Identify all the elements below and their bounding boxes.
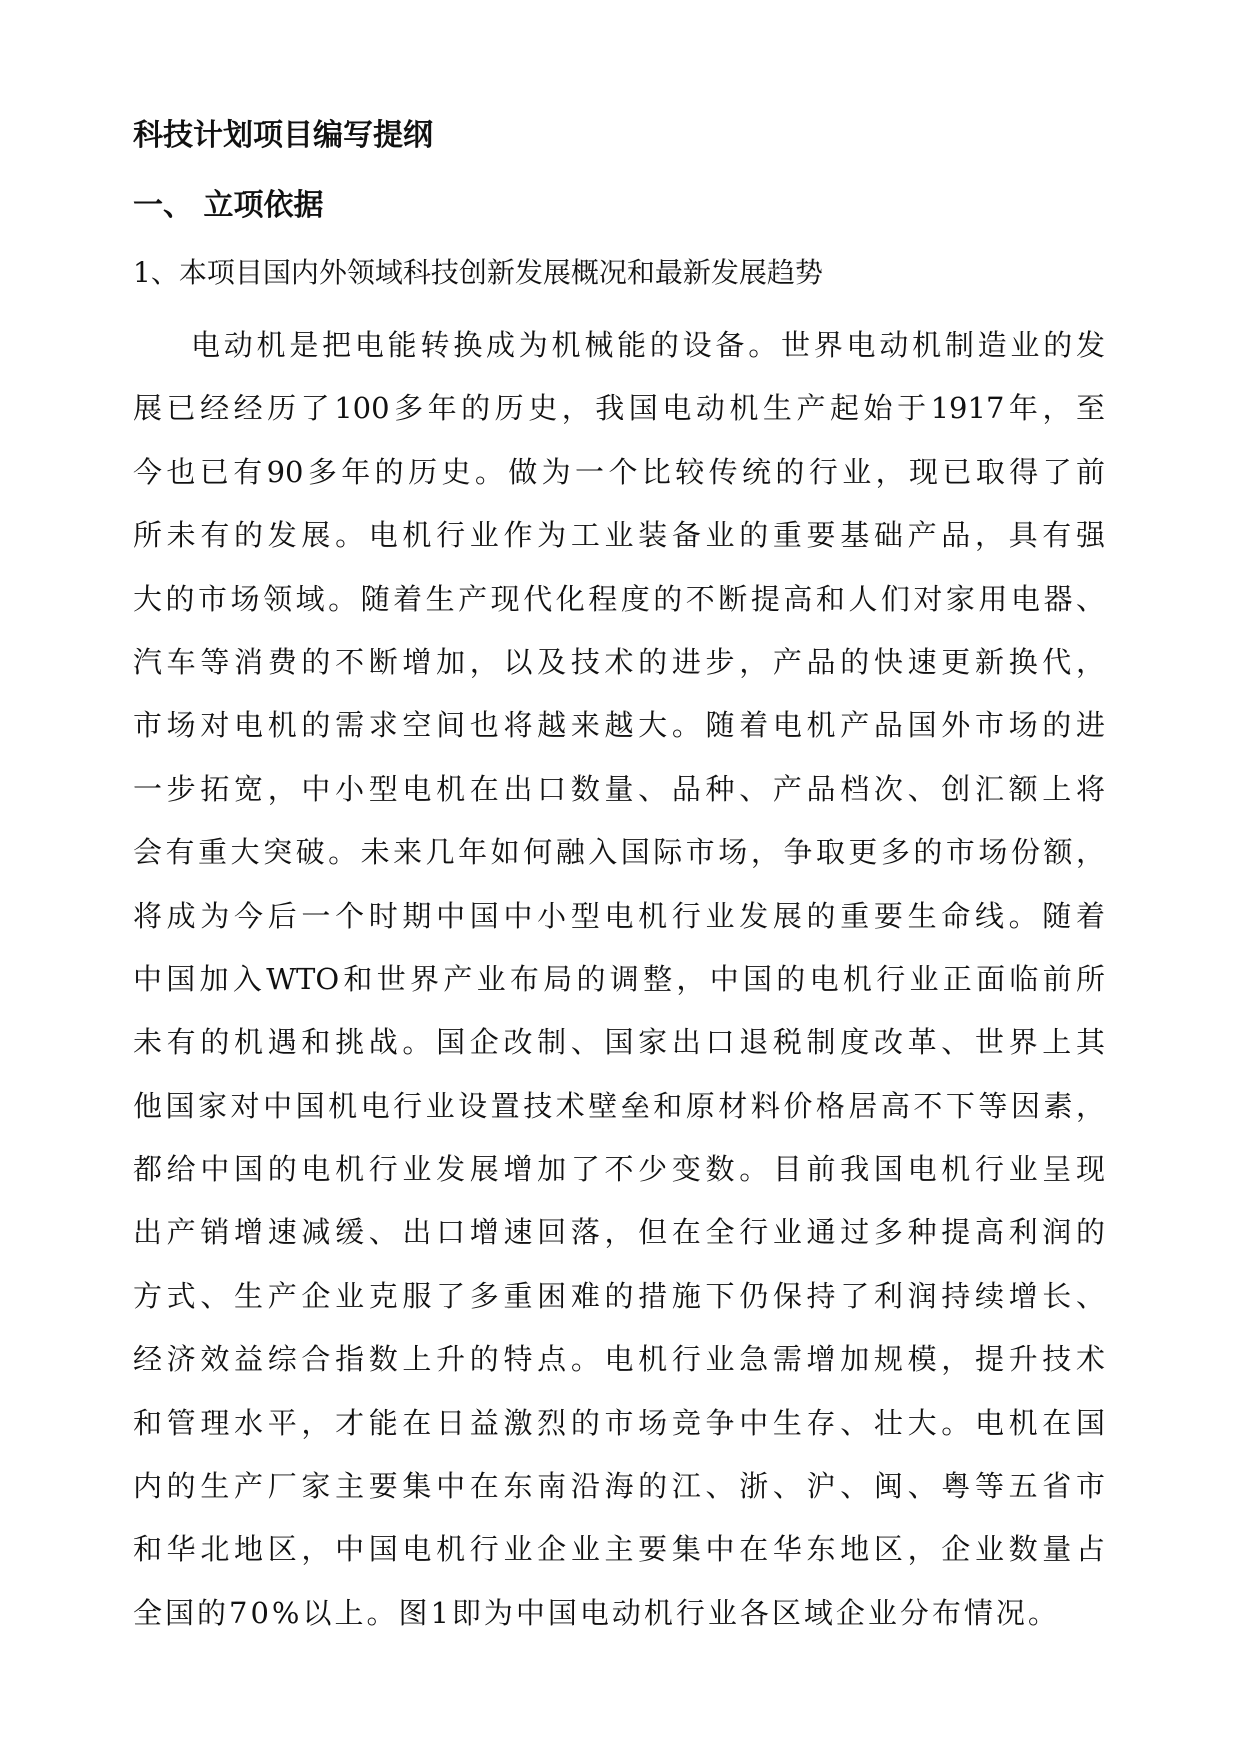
document-title: 科技计划项目编写提纲 — [133, 118, 433, 153]
paragraph-line: 会有重大突破。未来几年如何融入国际市场，争取更多的市场份额， — [133, 835, 1105, 870]
paragraph-line: 市场对电机的需求空间也将越来越大。随着电机产品国外市场的进 — [133, 708, 1105, 743]
paragraph-line: 所未有的发展。电机行业作为工业装备业的重要基础产品，具有强 — [133, 518, 1105, 553]
paragraph-line: 展已经经历了100多年的历史，我国电动机生产起始于1917年，至 — [133, 391, 1105, 426]
paragraph-line: 经济效益综合指数上升的特点。电机行业急需增加规模，提升技术 — [133, 1342, 1105, 1377]
paragraph-line: 全国的70%以上。图1即为中国电动机行业各区域企业分布情况。 — [133, 1595, 1060, 1630]
paragraph-line: 和华北地区，中国电机行业企业主要集中在华东地区，企业数量占 — [133, 1532, 1105, 1567]
paragraph-line: 内的生产厂家主要集中在东南沿海的江、浙、沪、闽、粤等五省市 — [133, 1469, 1105, 1504]
sub-heading: 1、本项目国内外领域科技创新发展概况和最新发展趋势 — [133, 256, 823, 289]
paragraph-line: 中国加入WTO和世界产业布局的调整，中国的电机行业正面临前所 — [133, 961, 1105, 996]
section-heading: 一、 立项依据 — [133, 188, 324, 223]
paragraph-line: 和管理水平，才能在日益激烈的市场竞争中生存、壮大。电机在国 — [133, 1405, 1105, 1440]
paragraph-line: 他国家对中国机电行业设置技术壁垒和原材料价格居高不下等因素， — [133, 1088, 1105, 1123]
paragraph-line: 将成为今后一个时期中国中小型电机行业发展的重要生命线。随着 — [133, 898, 1105, 933]
paragraph-line: 电动机是把电能转换成为机械能的设备。世界电动机制造业的发 — [191, 328, 1105, 362]
paragraph-line: 今也已有90多年的历史。做为一个比较传统的行业，现已取得了前 — [133, 454, 1105, 489]
paragraph-line: 未有的机遇和挑战。国企改制、国家出口退税制度改革、世界上其 — [133, 1025, 1105, 1060]
paragraph-line: 汽车等消费的不断增加，以及技术的进步，产品的快速更新换代， — [133, 644, 1105, 679]
body-paragraph — [133, 314, 1105, 1645]
paragraph-line: 出产销增速减缓、出口增速回落，但在全行业通过多种提高利润的 — [133, 1215, 1105, 1250]
paragraph-line: 方式、生产企业克服了多重困难的措施下仍保持了利润持续增长、 — [133, 1278, 1105, 1313]
paragraph-line: 都给中国的电机行业发展增加了不少变数。目前我国电机行业呈现 — [133, 1152, 1105, 1187]
paragraph-line: 大的市场领域。随着生产现代化程度的不断提高和人们对家用电器、 — [133, 581, 1105, 616]
paragraph-line: 一步拓宽，中小型电机在出口数量、品种、产品档次、创汇额上将 — [133, 771, 1105, 806]
